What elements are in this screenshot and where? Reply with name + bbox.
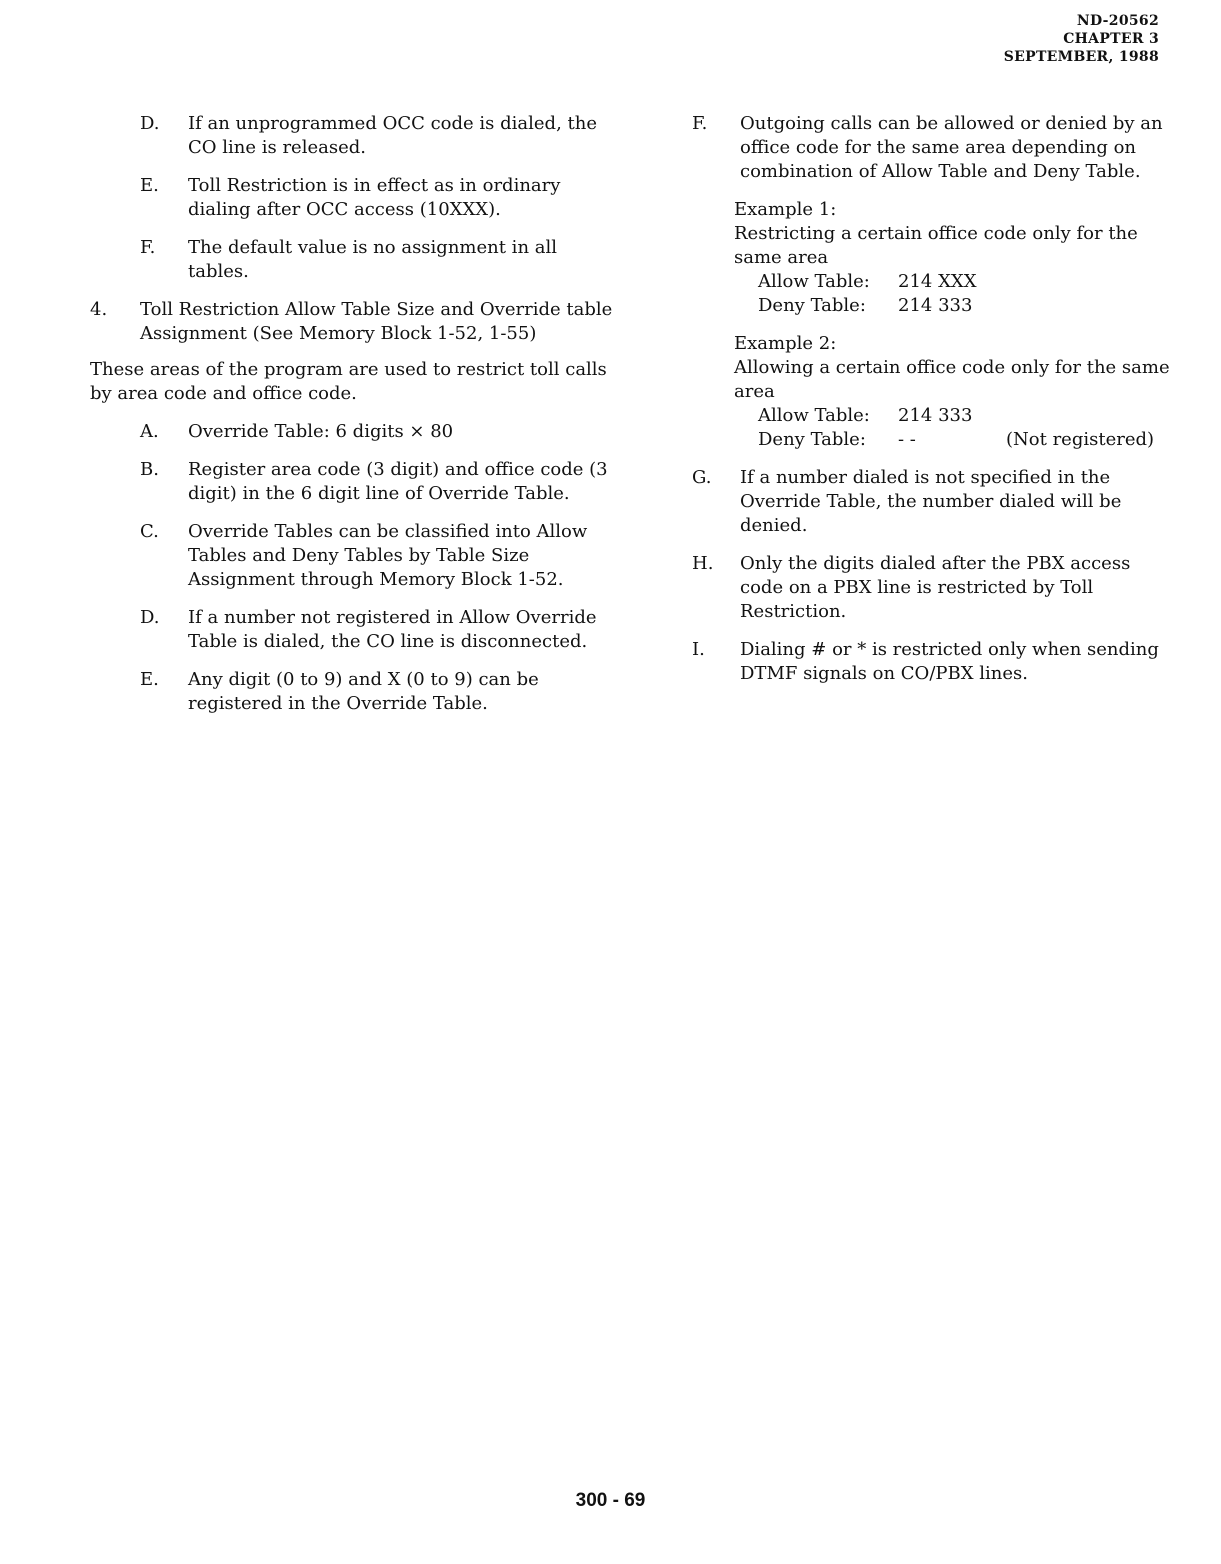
- deny-table-row: [734, 294, 1174, 318]
- item-text: Only the digits dialed after the PBX access code on a PBX line is restricted by Toll Restriction.: [740, 553, 1131, 622]
- example-description: Restricting a certain office code only for the same area: [734, 223, 1138, 268]
- list-item: [692, 112, 1174, 184]
- item-label: G.: [692, 467, 712, 488]
- override-list: [90, 420, 615, 716]
- allow-table-row: [734, 404, 1174, 428]
- item-label: F.: [140, 237, 156, 258]
- allow-table-row: [734, 270, 1174, 294]
- deny-table-label: Deny Table:: [758, 429, 866, 450]
- item-text: If a number not registered in Allow Override Table is dialed, the CO line is disconnected.: [188, 607, 597, 652]
- list-item: [140, 420, 615, 444]
- list-item: [140, 606, 615, 654]
- list-item: [692, 638, 1174, 686]
- deny-table-row: [734, 428, 1174, 452]
- example-2: [734, 332, 1174, 452]
- item-label: F.: [692, 113, 708, 134]
- example-title: Example 2:: [734, 333, 837, 354]
- list-item: [140, 458, 615, 506]
- document-number: ND-20562: [1076, 13, 1159, 29]
- deny-table-label: Deny Table:: [758, 295, 866, 316]
- item-label: I.: [692, 639, 705, 660]
- example-description: Allowing a certain office code only for the same area: [734, 357, 1170, 402]
- example-title: Example 1:: [734, 199, 837, 220]
- item-label: E.: [140, 669, 159, 690]
- example-1: [734, 198, 1174, 318]
- item-text: Override Tables can be classified into Allow Tables and Deny Tables by Table Size Assignment through Memory Block 1-52.: [188, 521, 588, 590]
- page-header: [1004, 12, 1159, 66]
- item-text: Register area code (3 digit) and office code (3 digit) in the 6 digit line of Override Table.: [188, 459, 608, 504]
- deny-table-note: (Not registered): [1006, 429, 1155, 450]
- item-label: E.: [140, 175, 159, 196]
- item-label: A.: [140, 421, 159, 442]
- list-item: [140, 236, 615, 284]
- chapter-label: CHAPTER 3: [1063, 31, 1159, 47]
- list-item: [140, 174, 615, 222]
- item-text: Dialing # or * is restricted only when sending DTMF signals on CO/PBX lines.: [740, 639, 1159, 684]
- list-item: [140, 668, 615, 716]
- list-item: [692, 466, 1174, 538]
- item-label: H.: [692, 553, 714, 574]
- section-title: Toll Restriction Allow Table Size and Override table Assignment (See Memory Block 1-52, 1-55): [140, 299, 613, 344]
- item-text: Outgoing calls can be allowed or denied by an office code for the same area depending on combination of Allow Table and Deny Table.: [740, 113, 1163, 182]
- item-label: C.: [140, 521, 159, 542]
- left-column: [90, 112, 615, 730]
- allow-table-label: Allow Table:: [758, 271, 870, 292]
- section-heading: [90, 298, 615, 346]
- page-number: 300 - 69: [575, 1490, 646, 1511]
- item-label: D.: [140, 113, 160, 134]
- right-column: [692, 112, 1174, 700]
- item-label: B.: [140, 459, 159, 480]
- item-text: If a number dialed is not specified in the Override Table, the number dialed will be denied.: [740, 467, 1122, 536]
- list-item: [140, 112, 615, 160]
- section-number: 4.: [90, 299, 108, 320]
- deny-table-value: - -: [898, 429, 916, 450]
- item-text: The default value is no assignment in all tables.: [188, 237, 557, 282]
- allow-table-value: 214 333: [898, 405, 973, 426]
- list-item: [692, 552, 1174, 624]
- item-text: Override Table: 6 digits × 80: [188, 421, 454, 442]
- item-text: If an unprogrammed OCC code is dialed, the CO line is released.: [188, 113, 597, 158]
- allow-table-label: Allow Table:: [758, 405, 870, 426]
- allow-table-value: 214 XXX: [898, 271, 977, 292]
- list-item: [140, 520, 615, 592]
- item-text: Any digit (0 to 9) and X (0 to 9) can be registered in the Override Table.: [188, 669, 539, 714]
- item-label: D.: [140, 607, 160, 628]
- item-text: Toll Restriction is in effect as in ordinary dialing after OCC access (10XXX).: [188, 175, 561, 220]
- occ-list: [90, 112, 615, 284]
- document-date: SEPTEMBER, 1988: [1003, 49, 1159, 65]
- intro-paragraph: These areas of the program are used to restrict toll calls by area code and office code.: [90, 359, 607, 404]
- deny-table-value: 214 333: [898, 295, 973, 316]
